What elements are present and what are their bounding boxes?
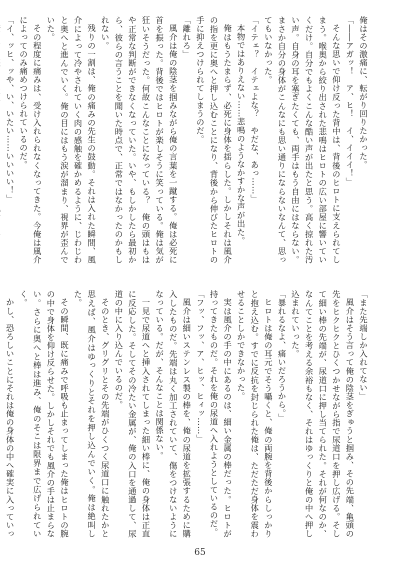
dialogue-line: 「フッ、フッ、ア、ヒッ、ヒィッ……」 xyxy=(195,290,206,443)
dialogue-line: 「離れろ」 xyxy=(182,16,193,59)
paragraph: その瞬間、既に痛みで呼吸も止まってしまった俺はヒロトの腕の中で身体を仰け反らせた。しかしそれでも風介の手は止まらない。さらに奥へと棒は進み、俺のそこは限界まで広げられていく。 xyxy=(19,290,70,538)
dialogue-line: 「イテェ？ イテェよな？ やだな、あっ……」 xyxy=(250,16,261,203)
paragraph: 俺はもうたまらず、必死に身体を揺らした。しかしそれは風介の指を更に奥へと押し込むことになり、背後から伸びたヒロトの手に抑えつけられてしまうのだ。 xyxy=(195,16,234,264)
dialogue-line: 「――アガッ！ ア、ヒ！ イ、イイイ！」 xyxy=(345,16,356,186)
paragraph: 風介は俺の陰茎を掴みながら俺の言葉を一蹴する。俺は必死に首を振った。背後ではヒロトが楽しそうに笑っている。俺は気が狂いそうだった。何故こんなことになっている？ 俺の頭はもはや正常な判断ができなくなっていた。いや、もしかしたら最初から、彼らの言うことを聞いた時点で、正常ではなかったのかもしれない。 xyxy=(100,16,179,264)
paragraph: 残りの一割は、俺の痛みの先生の鼓動。それは入れた瞬間、風介によって冷やされていく肉の感触を確かめるように、じわじわと奥へと進んでいく。俺の目にはもう涙が溜まり、視界が歪んでいた。 xyxy=(46,16,98,264)
paragraph: そんな思いで仰け反った背中は、背後のヒロトに支えられてしまう。喉奥から絞り出された悲鳴はヒロトの広い部屋に響いていくだけ。自分でもよくこんな酷い声が出たと思う。高く掠れた汚い声。自身の耳を塞ぎたくても、両手はもう自由にはならない。まさか自分の身体がこんなにも思い通りにならないなんて、思ってもいなかった。 xyxy=(263,16,342,264)
paragraph: 実は風介の手の中にあるのは、細い金属の棒だった。ヒロトが持ってきたものだ。それを俺の尿道へ入れようとしているのだ。 xyxy=(209,290,234,538)
paragraph: 本物ではありえない……悲鳴のようなかすかな声が出た。 xyxy=(236,24,247,246)
dialogue-line: 「また先端しか入れてない」 xyxy=(359,290,369,401)
dialogue-line: 「イ、ッヒ、ッや、い、いたい……いいいい！」 xyxy=(5,16,16,203)
paragraph: 風介はそう言って俺の陰茎をぎゅうと掴み、その先端、亀頭の先をヒクヒクとひくつかせながら指で尿道口を押し広げる。そして細い棒の先端が、尿道口に押し当てられた。それが何なのか、なんてことを考える余裕もなく、それはゆっくりと俺の中へ押し込まれていった。 xyxy=(291,290,356,538)
page-number: 65 xyxy=(194,548,206,558)
paragraph: そのとき、グリグリとその先端がひくつく尿道口に触れたかと思えば、風介はゆっくりとそれを押し込んでいく。俺は絶叫した。 xyxy=(73,290,111,538)
dialogue-line: 「暴れるなよ、痛いだろうから。」 xyxy=(277,290,288,422)
paragraph: 風介は細いステンレス製の棒を、俺の尿道を拡張するために購入したものだ。先端は丸く加工されていて、傷をつけないようになっている。だが、そんなことは関係ない。 xyxy=(155,290,193,538)
paragraph: かし、恐ろしいことにそれは俺の身体の中へ確実に入っていっ xyxy=(5,298,16,538)
paragraph xyxy=(0,16,3,264)
lower-text-block xyxy=(5,290,370,538)
paragraph: ヒロトは俺の耳元でそう囁くと、俺の両腕を背後からしっかりと抱え込む。すでに反抗を封じられた俺は、ただただ身体を震わせることしかできなかった。 xyxy=(236,290,274,538)
paragraph: 俺はその激痛に、転がり回りたかった。 xyxy=(359,16,369,169)
paragraph: 一見で尿道へと挿入されてしまった細い棒に、俺の身体は正直に反応した。そしてその冷たい金属が、俺の入口を通過して、尿道の中に入り込んでいるのだ。 xyxy=(114,290,152,538)
paragraph: その程度に痛みは、受け入れられなくなってきた。今俺は風介によってのみ痛めつけられているのだ。 xyxy=(19,16,43,264)
upper-text-block xyxy=(5,16,370,264)
